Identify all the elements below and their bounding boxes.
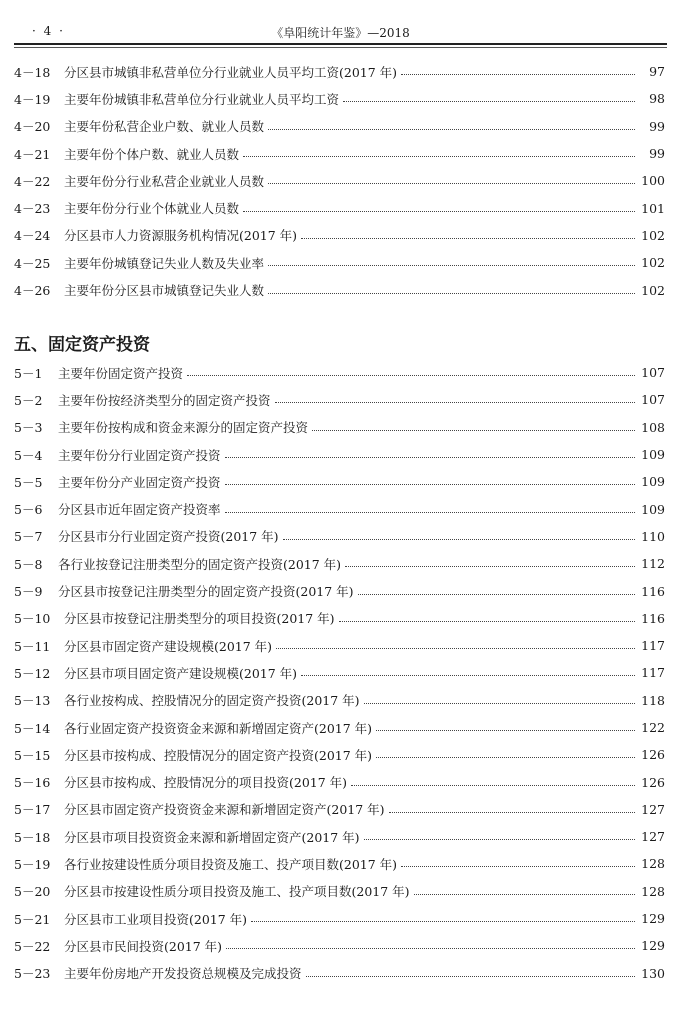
toc-entry-page: 99 bbox=[649, 146, 665, 162]
toc-entry-number: 5－2 bbox=[14, 392, 43, 408]
toc-entry-page: 99 bbox=[649, 118, 665, 134]
toc-entry-number: 5－23 bbox=[14, 966, 51, 982]
toc-entry-title: 分区县市民间投资(2017 年) bbox=[64, 938, 223, 954]
dot-leader bbox=[339, 621, 635, 622]
toc-entry-title: 分区县市项目固定资产建设规模(2017 年) bbox=[64, 665, 298, 681]
toc-entry-page: 109 bbox=[641, 501, 665, 517]
toc-entry[interactable] bbox=[14, 495, 665, 522]
dot-leader bbox=[283, 539, 635, 540]
toc-entry-title: 主要年份私营企业户数、就业人员数 bbox=[64, 119, 265, 135]
toc-entry-page: 107 bbox=[641, 392, 665, 408]
toc-entry-number: 5－9 bbox=[14, 584, 43, 600]
toc-entry-page: 110 bbox=[641, 528, 665, 544]
book-title: 《阜阳统计年鉴》—2018 bbox=[271, 26, 410, 40]
toc-entry-page: 130 bbox=[641, 965, 665, 981]
toc-entry-title: 分区县市按建设性质分项目投资及施工、投产项目数(2017 年) bbox=[64, 884, 410, 900]
header-rule-thin bbox=[14, 47, 667, 48]
toc-entry-title: 各行业按登记注册类型分的固定资产投资(2017 年) bbox=[58, 556, 342, 572]
section-heading: 五、固定资产投资 bbox=[14, 335, 150, 355]
toc-entry[interactable] bbox=[14, 577, 665, 604]
toc-entry-title: 各行业固定资产投资资金来源和新增固定资产(2017 年) bbox=[64, 720, 373, 736]
dot-leader bbox=[225, 512, 635, 513]
toc-entry-title: 主要年份个体户数、就业人员数 bbox=[64, 146, 240, 162]
toc-entry-number: 5－7 bbox=[14, 529, 43, 545]
toc-entry-page: 122 bbox=[641, 720, 665, 735]
toc-entry-page: 129 bbox=[641, 938, 665, 954]
dot-leader bbox=[414, 894, 635, 895]
toc-entry-number: 5－6 bbox=[14, 502, 43, 518]
toc-entry-title: 分区县市按登记注册类型分的固定资产投资(2017 年) bbox=[58, 584, 354, 600]
dot-leader bbox=[312, 430, 635, 431]
toc-entry-number: 5－18 bbox=[14, 829, 51, 845]
toc-entry-number: 5－14 bbox=[14, 720, 51, 736]
toc-entry[interactable] bbox=[14, 768, 665, 795]
toc-entry-page: 108 bbox=[641, 419, 665, 435]
toc-entry-page: 109 bbox=[641, 474, 665, 490]
page-header bbox=[14, 24, 667, 44]
toc-entry[interactable] bbox=[14, 878, 665, 905]
toc-entry[interactable] bbox=[14, 194, 665, 221]
dot-leader bbox=[401, 74, 635, 75]
dot-leader bbox=[376, 757, 635, 758]
dot-leader bbox=[226, 948, 635, 949]
toc-entry-number: 5－19 bbox=[14, 856, 51, 872]
toc-entry-number: 5－5 bbox=[14, 474, 43, 490]
dot-leader bbox=[358, 594, 635, 595]
toc-entry-number: 5－22 bbox=[14, 938, 51, 954]
toc-entry-number: 4－24 bbox=[14, 228, 51, 244]
toc-entry-number: 5－15 bbox=[14, 747, 51, 763]
dot-leader bbox=[251, 921, 635, 922]
toc-entry-title: 主要年份分行业私营企业就业人员数 bbox=[64, 173, 265, 189]
toc-entry-page: 102 bbox=[641, 255, 665, 271]
toc-entry-title: 分区县市固定资产投资资金来源和新增固定资产(2017 年) bbox=[64, 802, 385, 818]
toc-entry-number: 5－20 bbox=[14, 884, 51, 900]
toc-entry-page: 100 bbox=[641, 173, 665, 189]
toc-entry-number: 4－19 bbox=[14, 91, 51, 107]
toc-entry-page: 109 bbox=[641, 447, 665, 463]
toc-entry[interactable] bbox=[14, 605, 665, 632]
toc-entry[interactable] bbox=[14, 823, 665, 850]
toc-entry-page: 127 bbox=[641, 829, 665, 845]
toc-entry-number: 5－13 bbox=[14, 693, 51, 709]
toc-entry-title: 分区县市按构成、控股情况分的固定资产投资(2017 年) bbox=[64, 747, 373, 763]
toc-entry-page: 129 bbox=[641, 911, 665, 927]
toc-entry-number: 5－17 bbox=[14, 802, 51, 818]
dot-leader bbox=[187, 375, 635, 376]
toc-entry-number: 4－26 bbox=[14, 283, 51, 299]
toc-entry-title: 主要年份分行业固定资产投资 bbox=[58, 447, 221, 463]
toc-entry[interactable] bbox=[14, 359, 665, 386]
toc-entry-number: 5－16 bbox=[14, 775, 51, 791]
toc-section-5 bbox=[14, 359, 665, 987]
toc-entry[interactable] bbox=[14, 167, 665, 194]
dot-leader bbox=[243, 211, 635, 212]
dot-leader bbox=[389, 812, 635, 813]
dot-leader bbox=[268, 293, 635, 294]
toc-entry[interactable] bbox=[14, 687, 665, 714]
dot-leader bbox=[268, 129, 635, 130]
toc-entry-number: 4－25 bbox=[14, 255, 51, 271]
toc-entry[interactable] bbox=[14, 85, 665, 112]
dot-leader bbox=[268, 265, 635, 266]
toc-entry-page: 101 bbox=[641, 200, 665, 216]
toc-entry[interactable] bbox=[14, 276, 665, 303]
toc-entry-number: 5－10 bbox=[14, 611, 51, 627]
toc-entry[interactable] bbox=[14, 741, 665, 768]
toc-entry-title: 主要年份房地产开发投资总规模及完成投资 bbox=[64, 966, 302, 982]
toc-entry-page: 128 bbox=[641, 856, 665, 872]
toc-entry[interactable] bbox=[14, 550, 665, 577]
toc-entry[interactable] bbox=[14, 386, 665, 413]
toc-entry-page: 126 bbox=[641, 774, 665, 790]
toc-entry-number: 4－22 bbox=[14, 173, 51, 189]
toc-entry-page: 126 bbox=[641, 747, 665, 763]
toc-entry[interactable] bbox=[14, 441, 665, 468]
header-rule-thick bbox=[14, 43, 667, 45]
toc-entry[interactable] bbox=[14, 960, 665, 987]
toc-entry-title: 分区县市城镇非私营单位分行业就业人员平均工资(2017 年) bbox=[64, 64, 398, 80]
toc-entry[interactable] bbox=[14, 58, 665, 85]
toc-entry-title: 主要年份分行业个体就业人员数 bbox=[64, 201, 240, 217]
toc-entry-page: 128 bbox=[641, 883, 665, 899]
dot-leader bbox=[364, 703, 635, 704]
toc-entry[interactable] bbox=[14, 414, 665, 441]
toc-entry-number: 5－1 bbox=[14, 365, 43, 381]
toc-entry-page: 117 bbox=[641, 665, 665, 681]
dot-leader bbox=[301, 238, 635, 239]
toc-entry-page: 112 bbox=[641, 556, 665, 572]
toc-entry-page: 117 bbox=[641, 638, 665, 654]
toc-entry-title: 分区县市按构成、控股情况分的项目投资(2017 年) bbox=[64, 775, 348, 791]
toc-entry[interactable] bbox=[14, 140, 665, 167]
toc-entry-title: 主要年份分区县市城镇登记失业人数 bbox=[64, 283, 265, 299]
dot-leader bbox=[268, 183, 635, 184]
toc-entry[interactable] bbox=[14, 932, 665, 959]
dot-leader bbox=[243, 156, 635, 157]
toc-entry-page: 102 bbox=[641, 227, 665, 243]
dot-leader bbox=[376, 730, 635, 731]
toc-entry-number: 4－20 bbox=[14, 119, 51, 135]
dot-leader bbox=[351, 785, 635, 786]
toc-entry-page: 116 bbox=[641, 583, 665, 599]
toc-entry-number: 4－23 bbox=[14, 201, 51, 217]
toc-entry-number: 5－11 bbox=[14, 638, 51, 654]
toc-entry-title: 分区县市近年固定资产投资率 bbox=[58, 502, 221, 518]
toc-entry[interactable] bbox=[14, 714, 665, 741]
toc-entry[interactable] bbox=[14, 632, 665, 659]
dot-leader bbox=[343, 101, 635, 102]
toc-entry-number: 5－3 bbox=[14, 420, 43, 436]
toc-entry-page: 118 bbox=[641, 692, 665, 708]
toc-entry[interactable] bbox=[14, 468, 665, 495]
dot-leader bbox=[364, 839, 635, 840]
toc-entry-title: 主要年份城镇非私营单位分行业就业人员平均工资 bbox=[64, 91, 340, 107]
toc-entry-title: 分区县市分行业固定资产投资(2017 年) bbox=[58, 529, 279, 545]
toc-entry-page: 102 bbox=[641, 282, 665, 298]
page-number: · 4 · bbox=[32, 24, 65, 38]
toc-entry[interactable] bbox=[14, 905, 665, 932]
toc-entry-number: 5－21 bbox=[14, 911, 51, 927]
toc-entry-number: 5－8 bbox=[14, 556, 43, 572]
toc-entry-title: 主要年份固定资产投资 bbox=[58, 365, 184, 381]
toc-entry-title: 主要年份按构成和资金来源分的固定资产投资 bbox=[58, 420, 309, 436]
toc-entry[interactable] bbox=[14, 659, 665, 686]
toc-entry-page: 116 bbox=[641, 610, 665, 626]
toc-entry-page: 98 bbox=[649, 91, 665, 107]
dot-leader bbox=[301, 675, 635, 676]
toc-entry-title: 主要年份分产业固定资产投资 bbox=[58, 474, 221, 490]
toc-entry[interactable] bbox=[14, 523, 665, 550]
dot-leader bbox=[401, 866, 635, 867]
toc-entry-number: 4－18 bbox=[14, 64, 51, 80]
dot-leader bbox=[306, 976, 635, 977]
toc-entry[interactable] bbox=[14, 249, 665, 276]
toc-entry[interactable] bbox=[14, 113, 665, 140]
toc-entry-page: 127 bbox=[641, 801, 665, 817]
toc-entry-page: 107 bbox=[641, 365, 665, 381]
toc-entry-title: 分区县市人力资源服务机构情况(2017 年) bbox=[64, 228, 298, 244]
toc-entry-title: 分区县市工业项目投资(2017 年) bbox=[64, 911, 248, 927]
dot-leader bbox=[225, 484, 635, 485]
dot-leader bbox=[276, 648, 635, 649]
toc-entry-title: 分区县市固定资产建设规模(2017 年) bbox=[64, 638, 273, 654]
toc-entry[interactable] bbox=[14, 222, 665, 249]
dot-leader bbox=[225, 457, 635, 458]
dot-leader bbox=[345, 566, 635, 567]
toc-entry[interactable] bbox=[14, 850, 665, 877]
toc-entry-number: 4－21 bbox=[14, 146, 51, 162]
toc-entry-title: 主要年份城镇登记失业人数及失业率 bbox=[64, 255, 265, 271]
toc-entry-title: 主要年份按经济类型分的固定资产投资 bbox=[58, 392, 271, 408]
toc-section-4 bbox=[14, 58, 665, 304]
toc-entry-title: 各行业按建设性质分项目投资及施工、投产项目数(2017 年) bbox=[64, 856, 398, 872]
toc-entry-title: 分区县市按登记注册类型分的项目投资(2017 年) bbox=[64, 611, 335, 627]
toc-entry-title: 分区县市项目投资资金来源和新增固定资产(2017 年) bbox=[64, 829, 360, 845]
toc-entry[interactable] bbox=[14, 796, 665, 823]
toc-entry-page: 97 bbox=[649, 64, 665, 80]
toc-entry-title: 各行业按构成、控股情况分的固定资产投资(2017 年) bbox=[64, 693, 360, 709]
toc-entry-number: 5－4 bbox=[14, 447, 43, 463]
toc-entry-number: 5－12 bbox=[14, 665, 51, 681]
dot-leader bbox=[275, 402, 635, 403]
